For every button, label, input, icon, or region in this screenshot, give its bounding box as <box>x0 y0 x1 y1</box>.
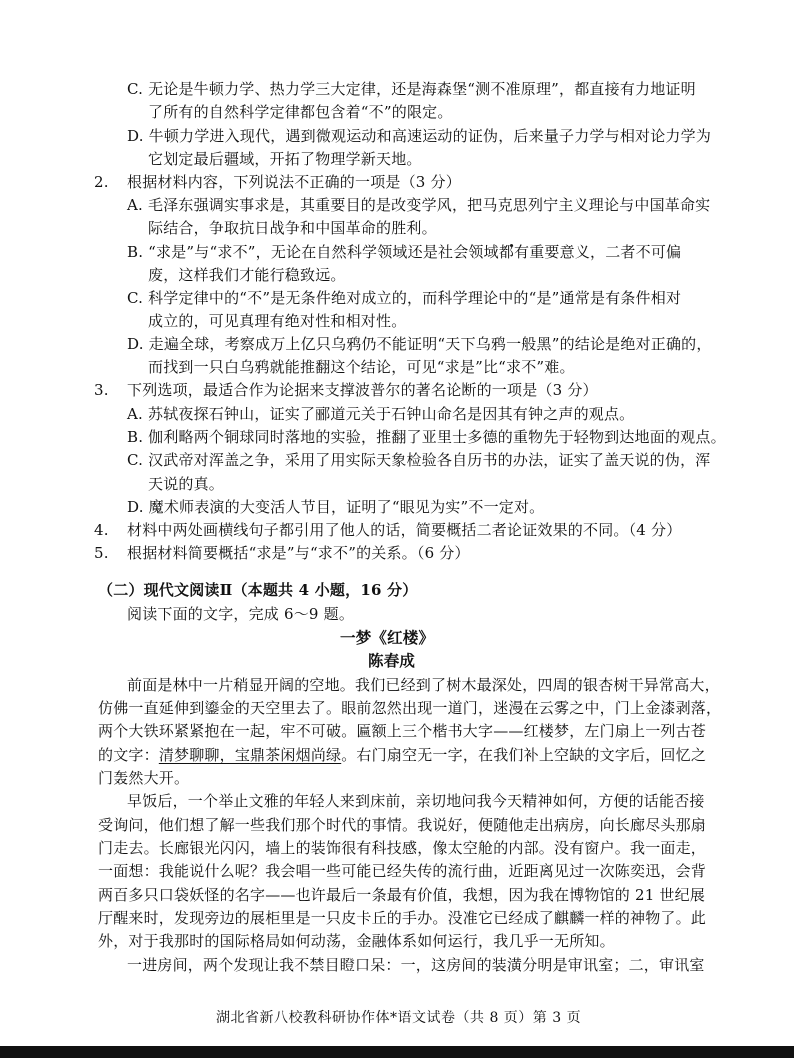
q2-stem: 根据材料内容，下列说法不正确的一项是（3 分） <box>127 173 461 191</box>
q1-option-c-line2: 了所有的自然科学定律都包含着“不”的限定。 <box>148 103 453 121</box>
section2-instruction: 阅读下面的文字，完成 6～9 题。 <box>127 605 355 623</box>
passage-p1-line5: 门轰然大开。 <box>98 769 190 787</box>
passage-p2-line2: 受询问，他们想了解一些我们那个时代的事情。我说好，便随他走出病房，向长廊尽头那扇 <box>98 816 707 834</box>
q4-stem: 材料中两处画横线句子都引用了他人的话，简要概括二者论证效果的不同。（4 分） <box>127 521 682 539</box>
q2-option-c-line2: 成立的，可见真理有绝对性和相对性。 <box>148 312 407 330</box>
passage-p1-line3: 两个大铁环紧紧抱在一起，牢不可破。匾额上三个楷书大字——红楼梦，左门扇上一列古苍 <box>98 722 707 740</box>
q2-option-b-line1: B. “求是”与“求不”，无论在自然科学领域还是社会领域都有重要意义，二者不可偏 <box>127 243 682 261</box>
passage-p2-line5: 两百多只口袋妖怪的名字——也许最后一条最有价值，我想，因为我在博物馆的 21 世纪展 <box>98 886 706 904</box>
q1-option-d-line2: 它划定最后疆域，开拓了物理学新天地。 <box>148 150 422 168</box>
q1-option-c-line1: C. 无论是牛顿力学、热力学三大定律，还是海森堡“测不准原理”，都直接有力地证明 <box>127 80 696 98</box>
q3-number: 3. <box>94 381 109 399</box>
q2-option-b-line2: 废，这样我们才能行稳致远。 <box>148 266 346 284</box>
passage-p2-line6: 厅醒来时，发现旁边的展柜里是一只皮卡丘的手办。没准它已经成了麒麟一样的神物了。此 <box>98 909 707 927</box>
q1-option-d-line1: D. 牛顿力学进入现代，遇到微观运动和高速运动的证伪，后来量子力学与相对论力学为 <box>127 127 712 145</box>
passage-p2-line3: 门走去。长廊银光闪闪，墙上的装饰很有科技感，像太空舱的内部。没有窗户。我一面走， <box>98 839 707 857</box>
q2-number: 2. <box>94 173 109 191</box>
q5-stem: 根据材料简要概括“求是”与“求不”的关系。（6 分） <box>127 544 470 562</box>
q2-option-d-line2: 而找到一只白乌鸦就能推翻这个结论，可见“求是”比“求不”难。 <box>148 358 575 376</box>
passage-author: 陈春成 <box>368 651 416 670</box>
passage-title: 一梦《红楼》 <box>340 628 435 647</box>
passage-p2-line7: 外，对于我那时的国际格局如何动荡，金融体系如何运行，我几乎一无所知。 <box>98 932 615 950</box>
passage-p3-line1: 一进房间，两个发现让我不禁目瞪口呆：一，这房间的装潢分明是审讯室；二，审讯室 <box>127 956 705 974</box>
underlined-quote: 清梦聊聊，宝鼎茶闲烟尚绿 <box>158 746 342 764</box>
q2-option-a-line1: A. 毛泽东强调实事求是，其重要目的是改变学风，把马克思列宁主义理论与中国革命实 <box>127 196 711 214</box>
q2-option-c-line1: C. 科学定律中的“不”是无条件绝对成立的，而科学理论中的“是”通常是有条件相对 <box>127 289 682 307</box>
q3-stem: 下列选项，最适合作为论据来支撑波普尔的著名论断的一项是（3 分） <box>127 381 598 399</box>
page-footer: 湖北省新八校教科研协作体*语文试卷（共 8 页）第 3 页 <box>216 1010 582 1026</box>
q3-option-c-line2: 天说的真。 <box>148 475 225 493</box>
q2-option-a-line2: 际结合，争取抗日战争和中国革命的胜利。 <box>148 219 437 237</box>
passage-p1-line1: 前面是林中一片稍显开阔的空地。我们已经到了树木最深处，四周的银杏树干异常高大， <box>127 676 720 694</box>
q3-option-b: B. 伽利略两个铜球同时落地的实验，推翻了亚里士多德的重物先于轻物到达地面的观点。 <box>127 428 726 446</box>
q5-number: 5. <box>94 544 109 562</box>
passage-p2-line1: 早饭后，一个举止文雅的年轻人来到床前，亲切地问我今天精神如何，方便的话能否接 <box>127 792 705 810</box>
passage-p1-line4 <box>98 745 706 765</box>
q3-option-a: A. 苏轼夜探石钟山，证实了郦道元关于石钟山命名是因其有钟之声的观点。 <box>127 405 635 423</box>
q4-number: 4. <box>94 521 109 539</box>
passage-p1-line4-suffix: 。右门扇空无一字，在我们补上空缺的文字后，回忆之 <box>341 746 707 764</box>
q3-option-d: D. 魔术师表演的大变活人节目，证明了“眼见为实”不一定对。 <box>127 498 545 516</box>
passage-p2-line4: 一面想：我能说什么呢？我会唱一些可能已经失传的流行曲，近距离见过一次陈奕迅，会背 <box>98 862 707 880</box>
scan-edge-bar <box>0 1046 794 1058</box>
q2-option-d-line1: D. 走遍全球，考察成万上亿只乌鸦仍不能证明“天下乌鸦一般黑”的结论是绝对正确的， <box>127 335 712 353</box>
section2-heading: （二）现代文阅读Ⅱ（本题共 4 小题，16 分） <box>98 581 418 599</box>
q3-option-c-line1: C. 汉武帝对浑盖之争，采用了用实际天象检验各自历书的办法，证实了盖天说的伪，浑 <box>127 451 711 469</box>
passage-p1-line2: 仿佛一直延伸到鎏金的天空里去了。眼前忽然出现一道门，迷漫在云雾之中，门上金漆剥落， <box>98 699 722 717</box>
passage-p1-line4-prefix: 的文字： <box>98 746 159 764</box>
